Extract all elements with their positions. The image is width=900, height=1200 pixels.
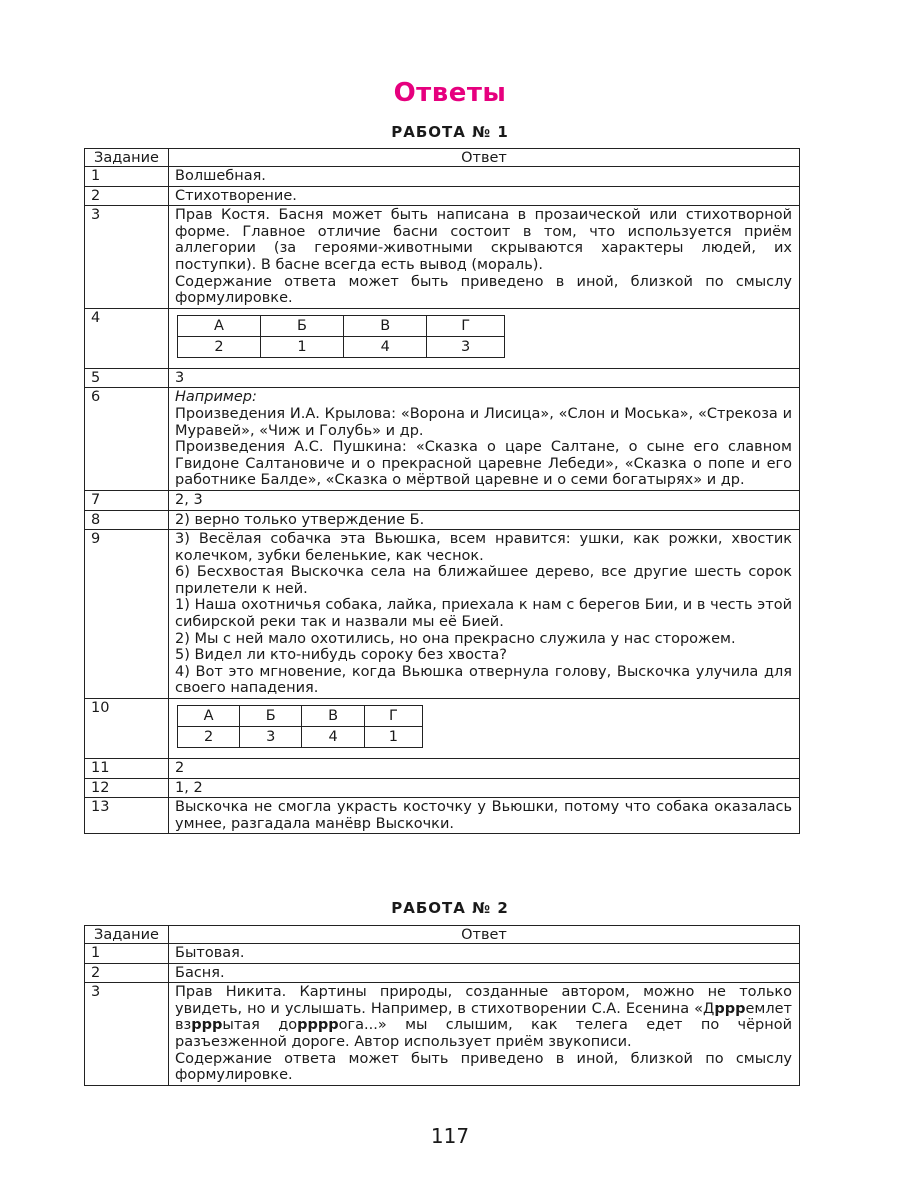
task-number: 13 [85, 798, 169, 834]
answer-cell [169, 308, 800, 368]
emphasized-sound: ррр [714, 1000, 746, 1017]
answer-sentence: 5) Видел ли кто-нибудь сороку без хвоста? [175, 647, 507, 664]
task-number: 5 [85, 368, 169, 388]
page-title: Ответы [393, 78, 507, 108]
answer-cell [169, 983, 800, 1086]
emphasized-sound: ррр [191, 1017, 223, 1034]
answer-sentence: 4) Вот это мгновение, когда Вьюшка отвернула голову, Выскочка улучила для своего нападения. [175, 663, 792, 697]
table-row [85, 388, 800, 491]
task-number: 4 [85, 308, 169, 368]
answer-text: Бытовая. [169, 944, 800, 964]
table-row [85, 510, 800, 530]
table-row [85, 308, 800, 368]
answer-text: 1, 2 [169, 778, 800, 798]
answer-text: Басня. [169, 963, 800, 983]
answer-cell [169, 206, 800, 309]
matching-value: 3 [240, 727, 302, 748]
task-number: 12 [85, 778, 169, 798]
task-number: 9 [85, 530, 169, 699]
matching-values-row [178, 336, 505, 357]
work-1-heading: РАБОТА № 1 [391, 123, 509, 141]
matching-table [177, 705, 423, 748]
matching-letter: А [178, 706, 240, 727]
answer-intro: Например: [175, 389, 257, 406]
matching-value: 2 [178, 727, 240, 748]
answer-text: Прав Костя. Басня может быть написана в прозаической или стихотворной форме. Главное отличие басни состоит в том, что используется приём аллегории (за героями-животными скрываются характеры людей, их поступки). В басне всегда есть вывод (мораль). [175, 207, 792, 273]
table-row [85, 759, 800, 779]
answer-text: Произведения А.С. Пушкина: «Сказка о царе Салтане, о сыне его славном Гвидоне Салтановиче и о прекрасной царевне Лебеди», «Сказка о попе и его работнике Балде», «Сказка о мёртвой царевне и о семи богатырях» и др. [175, 439, 792, 489]
task-number: 1 [85, 167, 169, 187]
matching-value: 2 [178, 336, 261, 357]
table-row [85, 186, 800, 206]
answer-text-part: ытая до [222, 1017, 298, 1034]
answer-note: Содержание ответа может быть приведено в иной, близкой по смыслу формулировке. [175, 273, 792, 307]
table-row [85, 963, 800, 983]
matching-letter: Б [240, 706, 302, 727]
answer-cell [169, 388, 800, 491]
matching-value: 3 [427, 336, 505, 357]
answer-text: 3 [169, 368, 800, 388]
answer-text: Волшебная. [169, 167, 800, 187]
answer-cell [169, 699, 800, 759]
matching-values-row [178, 727, 423, 748]
task-number: 1 [85, 944, 169, 964]
work-2-heading: РАБОТА № 2 [391, 899, 509, 917]
table-row [85, 167, 800, 187]
answer-text: 2, 3 [169, 490, 800, 510]
task-number: 2 [85, 186, 169, 206]
answer-text: 2 [169, 759, 800, 779]
answer-text [175, 984, 792, 1050]
answer-text: Стихотворение. [169, 186, 800, 206]
task-number: 10 [85, 699, 169, 759]
table-row [85, 206, 800, 309]
table-header-row [85, 926, 800, 944]
answer-note: Содержание ответа может быть приведено в иной, близкой по смыслу формулировке. [175, 1050, 792, 1084]
matching-table [177, 315, 505, 358]
table-row [85, 699, 800, 759]
matching-letter: В [344, 315, 427, 336]
matching-value: 4 [302, 727, 364, 748]
matching-value: 4 [344, 336, 427, 357]
task-number: 6 [85, 388, 169, 491]
table-row [85, 490, 800, 510]
matching-letter: Г [364, 706, 422, 727]
answer-text-part: Прав Никита. Картины природы, созданные автором, можно не только увидеть, но и услышать. Например, в стихотворении С.А. Есенина «Д [175, 984, 792, 1017]
matching-letter: Б [260, 315, 343, 336]
emphasized-sound: рррр [297, 1017, 339, 1034]
table-row [85, 798, 800, 834]
answer-text: Выскочка не смогла украсть косточку у Вьюшки, потому что собака оказалась умнее, разгадала манёвр Выскочки. [169, 798, 800, 834]
answer-sentence: 2) Мы с ней мало охотились, но она прекрасно служила у нас сторожем. [175, 630, 736, 647]
answer-text-part: ога...» мы слышим, как телега едет по чёрной разъезженной дороге. Автор использует приём звукописи. [175, 1017, 792, 1050]
table-row [85, 983, 800, 1086]
answer-text: 2) верно только утверждение Б. [169, 510, 800, 530]
column-header-task: Задание [85, 149, 169, 167]
table-row [85, 368, 800, 388]
answer-text-part: емлет вз [175, 1000, 792, 1034]
answer-sentence: 1) Наша охотничья собака, лайка, приехала к нам с берегов Бии, и в честь этой сибирской реки так и назвали мы её Бией. [175, 597, 792, 631]
answer-sentence: 6) Бесхвостая Выскочка села на ближайшее дерево, все другие шесть сорок прилетели к ней. [175, 564, 792, 597]
work-1-table [84, 148, 800, 834]
matching-letter: А [178, 315, 261, 336]
task-number: 8 [85, 510, 169, 530]
answer-text: Произведения И.А. Крылова: «Ворона и Лисица», «Слон и Моська», «Стрекоза и Муравей», «Чиж и Голубь» и др. [175, 405, 792, 439]
table-row [85, 530, 800, 699]
page-number: 117 [430, 1124, 470, 1148]
answer-sentence: 3) Весёлая собачка эта Вьюшка, всем нравится: ушки, как рожки, хвостик колечком, зубки беленькие, как чеснок. [175, 531, 792, 564]
table-row [85, 778, 800, 798]
matching-letter: Г [427, 315, 505, 336]
matching-letters-row [178, 315, 505, 336]
task-number: 3 [85, 983, 169, 1086]
matching-letters-row [178, 706, 423, 727]
matching-letter: В [302, 706, 364, 727]
column-header-answer: Ответ [169, 149, 800, 167]
task-number: 11 [85, 759, 169, 779]
answer-cell [169, 530, 800, 699]
matching-value: 1 [260, 336, 343, 357]
task-number: 2 [85, 963, 169, 983]
column-header-answer: Ответ [169, 926, 800, 944]
matching-value: 1 [364, 727, 422, 748]
work-2-table [84, 925, 800, 1086]
task-number: 7 [85, 490, 169, 510]
column-header-task: Задание [85, 926, 169, 944]
task-number: 3 [85, 206, 169, 309]
table-header-row [85, 149, 800, 167]
table-row [85, 944, 800, 964]
